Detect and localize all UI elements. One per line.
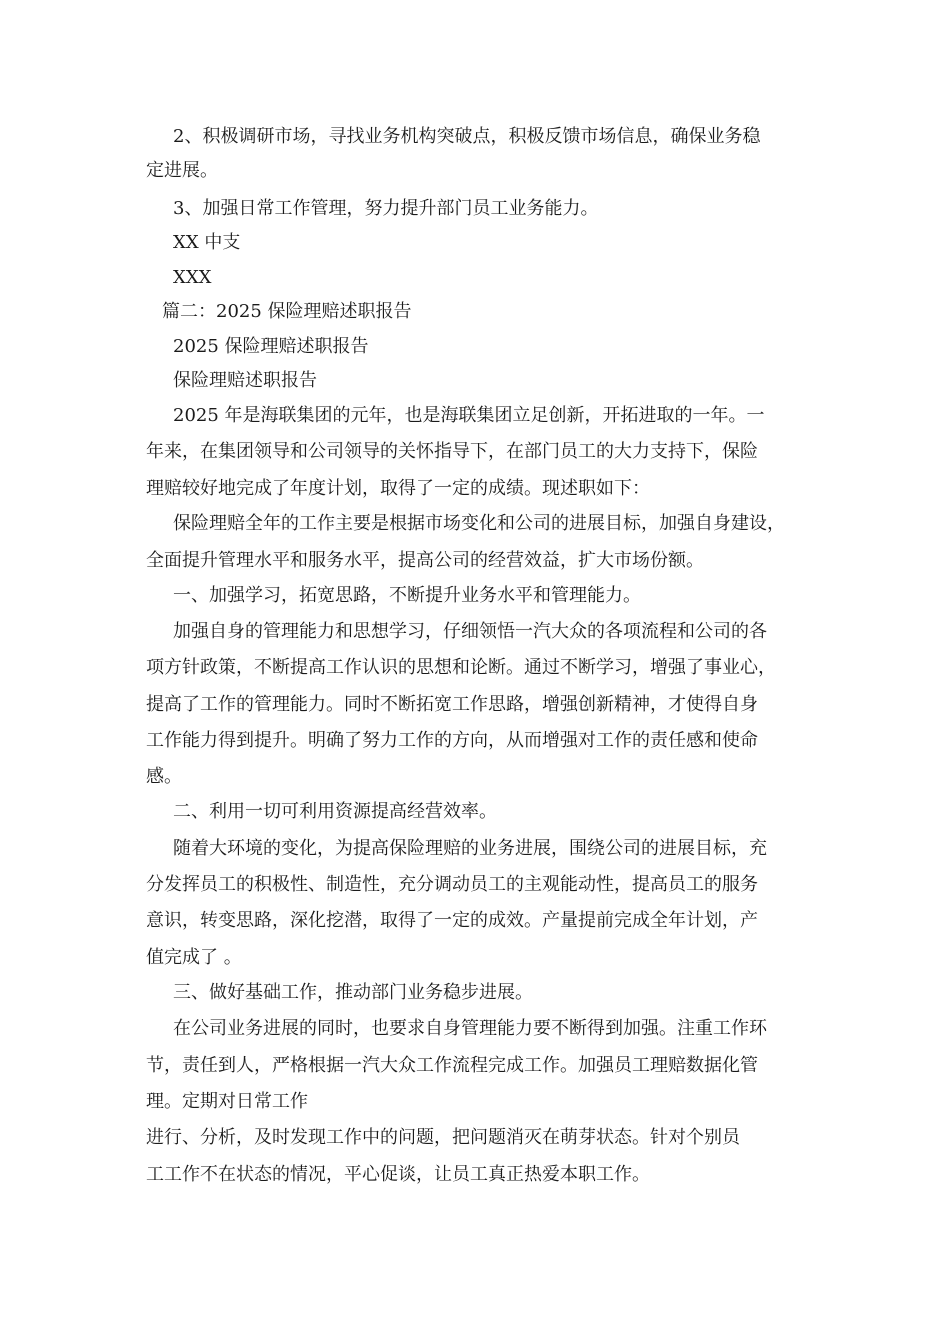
body-line: 感。 (146, 766, 182, 787)
document-subtitle: 保险理赔述职报告 (173, 370, 317, 391)
body-line: 项方针政策，不断提高工作认识的思想和论断。通过不断学习，增强了事业心， (146, 657, 776, 678)
body-line: 工作能力得到提升。明确了努力工作的方向，从而增强对工作的责任感和使命 (146, 730, 758, 751)
section-heading: 三、做好基础工作，推动部门业务稳步进展。 (173, 982, 533, 1003)
body-line: 保险理赔全年的工作主要是根据市场变化和公司的进展目标，加强自身建设， (173, 513, 785, 534)
body-line: 在公司业务进展的同时，也要求自身管理能力要不断得到加强。注重工作环 (173, 1018, 767, 1039)
body-line: 工工作不在状态的情况，平心促谈，让员工真正热爱本职工作。 (146, 1164, 650, 1185)
body-line: 值完成了 。 (146, 947, 242, 968)
body-line: 加强自身的管理能力和思想学习，仔细领悟一汽大众的各项流程和公司的各 (173, 621, 767, 642)
body-line: 节，责任到人，严格根据一汽大众工作流程完成工作。加强员工理赔数据化管 (146, 1055, 758, 1076)
body-line: 进行、分析，及时发现工作中的问题，把问题消灭在萌芽状态。针对个别员 (146, 1127, 740, 1148)
body-line: 随着大环境的变化，为提高保险理赔的业务进展，围绕公司的进展目标，充 (173, 838, 767, 859)
document-title: 2025 保险理赔述职报告 (173, 336, 369, 357)
section-heading: 二、利用一切可利用资源提高经营效率。 (173, 801, 497, 822)
section-heading: 篇二：2025 保险理赔述职报告 (162, 301, 412, 322)
section-heading: 一、加强学习，拓宽思路，不断提升业务水平和管理能力。 (173, 585, 641, 606)
list-item: 3、加强日常工作管理，努力提升部门员工业务能力。 (173, 198, 599, 219)
signature-org: XX 中支 (173, 232, 241, 253)
body-line: 全面提升管理水平和服务水平，提高公司的经营效益，扩大市场份额。 (146, 550, 704, 571)
signature-name: XXX (173, 267, 212, 288)
body-line: 2、积极调研市场，寻找业务机构突破点，积极反馈市场信息，确保业务稳 (173, 126, 761, 147)
body-line: 定进展。 (146, 160, 218, 181)
body-line: 理赔较好地完成了年度计划，取得了一定的成绩。现述职如下： (146, 478, 650, 499)
body-line: 意识，转变思路，深化挖潜，取得了一定的成效。产量提前完成全年计划，产 (146, 910, 758, 931)
body-line: 年来，在集团领导和公司领导的关怀指导下，在部门员工的大力支持下，保险 (146, 441, 758, 462)
body-line: 分发挥员工的积极性、制造性，充分调动员工的主观能动性，提高员工的服务 (146, 874, 758, 895)
body-line: 2025 年是海联集团的元年，也是海联集团立足创新，开拓进取的一年。一 (173, 405, 765, 426)
body-line: 理。定期对日常工作 (146, 1091, 308, 1112)
body-line: 提高了工作的管理能力。同时不断拓宽工作思路，增强创新精神，才使得自身 (146, 694, 758, 715)
